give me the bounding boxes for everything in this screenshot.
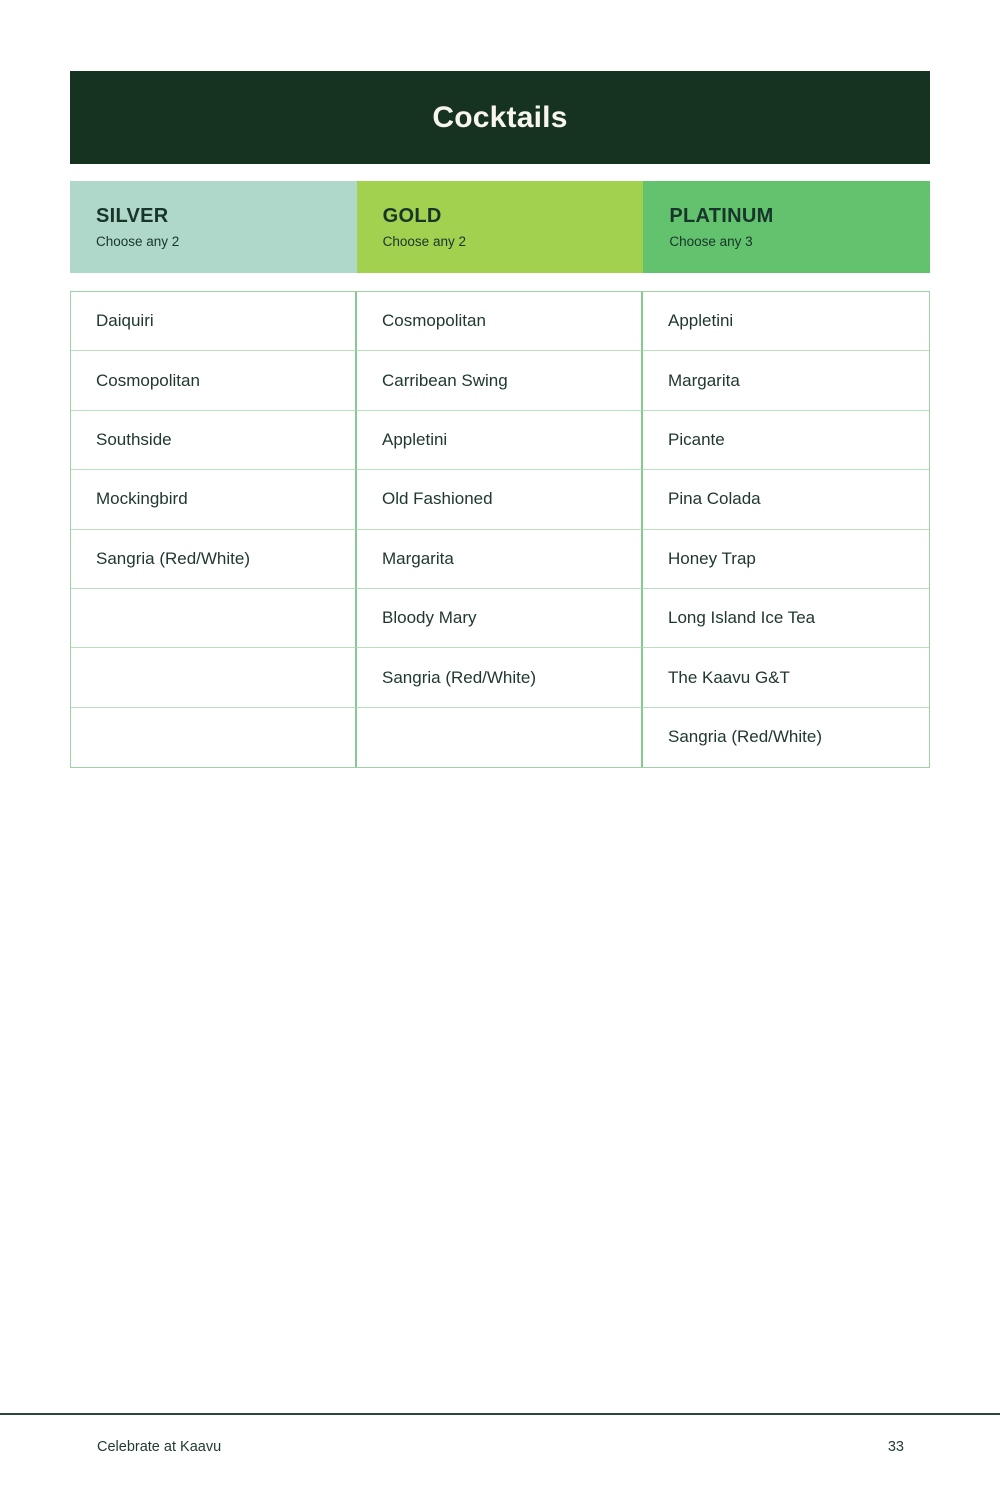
menu-cell: Cosmopolitan xyxy=(357,292,643,351)
menu-cell: Appletini xyxy=(357,411,643,470)
page-footer xyxy=(0,1413,1000,1455)
tier-name: GOLD xyxy=(382,205,442,227)
menu-cell: Sangria (Red/White) xyxy=(357,648,643,707)
menu-cell: Mockingbird xyxy=(71,470,357,529)
menu-cell: Honey Trap xyxy=(643,530,929,589)
menu-cell: Margarita xyxy=(357,530,643,589)
menu-cell: Cosmopolitan xyxy=(71,351,357,410)
menu-cell: The Kaavu G&T xyxy=(643,648,929,707)
menu-cell: Picante xyxy=(643,411,929,470)
cocktail-menu-table xyxy=(70,291,930,768)
menu-cell: Pina Colada xyxy=(643,470,929,529)
footer-page-number: 33 xyxy=(887,1439,904,1455)
menu-cell: Carribean Swing xyxy=(357,351,643,410)
menu-cell xyxy=(71,648,357,707)
menu-cell: Sangria (Red/White) xyxy=(643,708,929,767)
menu-cell: Bloody Mary xyxy=(357,589,643,648)
tier-card-gold xyxy=(357,181,644,273)
title-banner xyxy=(70,71,930,164)
page-title: Cocktails xyxy=(432,100,568,134)
tier-subtitle: Choose any 2 xyxy=(96,234,180,249)
menu-cell: Daiquiri xyxy=(71,292,357,351)
menu-cell: Southside xyxy=(71,411,357,470)
tier-header-row xyxy=(70,181,930,273)
menu-cell xyxy=(357,708,643,767)
page-content xyxy=(0,71,1000,768)
menu-cell xyxy=(71,708,357,767)
tier-name: SILVER xyxy=(96,205,169,227)
footer-brand: Celebrate at Kaavu xyxy=(97,1439,222,1455)
tier-name: PLATINUM xyxy=(669,205,774,227)
tier-subtitle: Choose any 3 xyxy=(669,234,753,249)
tier-subtitle: Choose any 2 xyxy=(382,234,466,249)
menu-cell: Long Island Ice Tea xyxy=(643,589,929,648)
menu-cell xyxy=(71,589,357,648)
tier-card-platinum xyxy=(643,181,930,273)
menu-cell: Sangria (Red/White) xyxy=(71,530,357,589)
menu-cell: Appletini xyxy=(643,292,929,351)
footer-row xyxy=(0,1415,1000,1455)
menu-cell: Margarita xyxy=(643,351,929,410)
tier-card-silver xyxy=(70,181,357,273)
menu-cell: Old Fashioned xyxy=(357,470,643,529)
